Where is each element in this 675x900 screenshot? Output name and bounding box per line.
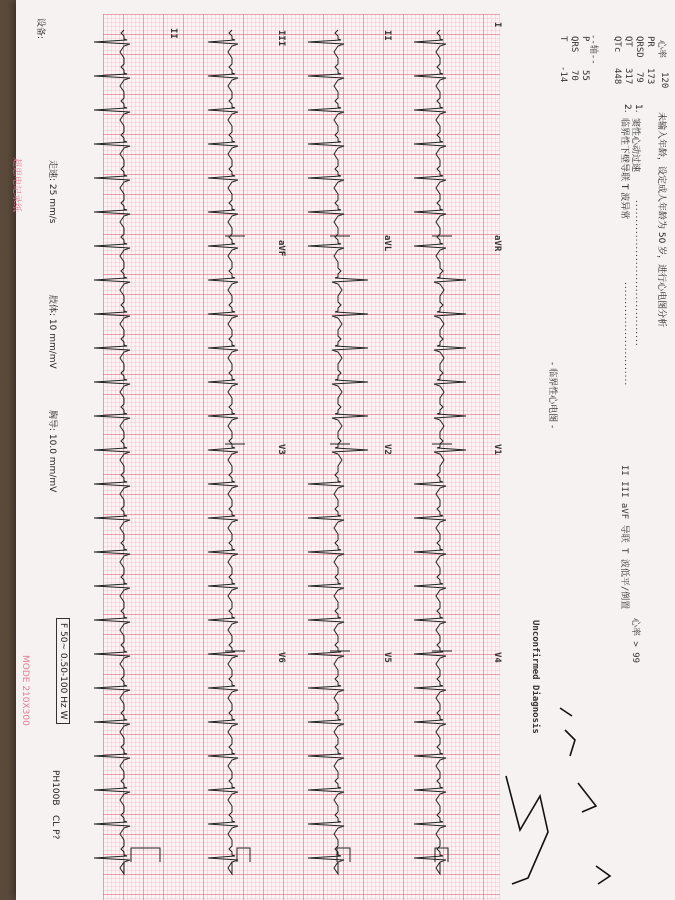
filter-setting: F 50~ 0.50-100 Hz W — [56, 618, 70, 724]
lead-label-V5: V5 — [382, 652, 392, 663]
paper-mode: MODE 210X300 — [20, 655, 30, 726]
ecg-trace-row-1 — [414, 30, 466, 874]
axis-value-p: 55 — [580, 70, 590, 81]
limb-gain: 肢体: 10 mm/mV — [47, 295, 57, 369]
lead-label-aVF: aVF — [276, 240, 286, 257]
measure-label-qt: QT — [623, 36, 633, 47]
device-label: 设备: — [35, 18, 45, 40]
paper-brand: 超思电记录纸 — [11, 158, 21, 213]
calibration-pulse — [237, 848, 250, 862]
diagnosis-1-dots: ...................................... — [633, 200, 643, 347]
lead-label-aVL: aVL — [382, 235, 392, 252]
hr-label: 心率 — [656, 40, 666, 59]
axis-title: --轴-- — [588, 34, 598, 65]
lead-label-V2: V2 — [382, 444, 392, 455]
lead-label-III: III — [276, 30, 286, 47]
measure-label-qtc: QTc — [612, 36, 622, 53]
lead-label-V4: V4 — [492, 652, 502, 663]
lead-label-V3: V3 — [276, 444, 286, 455]
axis-value-t: -14 — [558, 66, 568, 83]
ecg-trace-row-4 — [94, 30, 130, 874]
diagnosis-2-text: 临界性下壁导联 T 波异常 — [619, 118, 629, 220]
ecg-trace-row-3 — [208, 30, 238, 874]
lead-label-V1: V1 — [492, 444, 502, 455]
device-model: PH100B — [50, 770, 60, 806]
handwritten-mark — [578, 783, 596, 812]
handwritten-mark — [596, 866, 610, 884]
cl-label: CL P? — [50, 815, 60, 840]
chest-gain: 胸导: 10.0 mm/mV — [47, 410, 57, 493]
measure-label-qrsd: QRSD — [634, 36, 644, 58]
diagnosis-1-text: 窦性心动过速 — [630, 118, 640, 173]
handwritten-mark — [506, 776, 548, 884]
diagnosis-1-number: 1. — [633, 104, 643, 113]
ecg-trace-row-2 — [308, 30, 368, 874]
measure-value-pr: 173 — [645, 68, 655, 85]
diagnosis-2-number: 2. — [622, 104, 632, 113]
axis-label-p: P — [580, 36, 590, 42]
lead-label-II-rhythm: II — [168, 28, 178, 39]
diagnosis-2-right: II III aVF 导联 T 波低平/倒置 — [619, 465, 629, 610]
diagnosis-summary: - 临界性心电图 - — [547, 362, 557, 429]
axis-label-t: T — [558, 36, 568, 42]
measure-value-qtc: 448 — [612, 68, 622, 85]
lead-label-II: II — [382, 30, 392, 41]
handwritten-mark — [560, 708, 572, 716]
lead-label-V6: V6 — [276, 652, 286, 663]
diagnosis-2-dots: ........................... — [622, 282, 632, 387]
unconfirmed-diagnosis: Unconfirmed Diagnosis — [530, 620, 540, 734]
lead-label-I: I — [492, 22, 502, 28]
calibration-pulse — [131, 848, 160, 862]
age-note: 未输入年龄，设定成人年龄为 50 岁，进行心电图分析 — [656, 112, 666, 328]
lead-label-aVR: aVR — [492, 235, 502, 252]
axis-value-qrs: 70 — [569, 70, 579, 81]
diagnosis-1-right: 心率 > 99 — [630, 618, 640, 664]
measure-label-pr: PR — [645, 36, 655, 47]
handwritten-mark — [565, 730, 575, 756]
measure-value-qrsd: 79 — [634, 72, 644, 83]
speed-setting: 走速: 25 mm/s — [47, 160, 57, 224]
measure-value-qt: 317 — [623, 68, 633, 85]
hr-value: 120 — [659, 72, 669, 89]
axis-label-qrs: QRS — [569, 36, 579, 53]
